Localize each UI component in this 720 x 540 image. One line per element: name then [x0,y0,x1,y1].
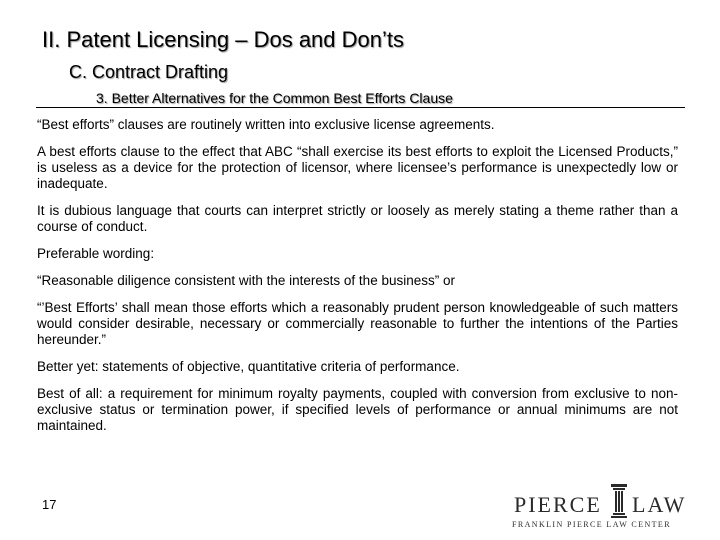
body-paragraph: “’Best Efforts’ shall mean those efforts which a reasonably prudent person knowledgeable of such matters would consider desirable, necessary or commercially reasonable to further the intentions of the Parties hereunder.” [37,300,678,347]
body-paragraph: Preferable wording: [37,246,155,261]
logo-word-left: PIERCE [514,492,602,517]
body-paragraph: A best efforts clause to the effect that ABC “shall exercise its best efforts to exploit the Licensed Products,” is useless as a device for the protection of licensor, where licensee’s performance is unexpectedly low or inadequate. [37,144,678,191]
body-paragraph: It is dubious language that courts can interpret strictly or loosely as merely stating a theme rather than a course of conduct. [37,203,678,234]
heading-divider [36,107,685,108]
logo-word-right: LAW [632,492,687,517]
subsection-heading: 3. Better Alternatives for the Common Best Efforts Clause [96,90,453,106]
slide-title: II. Patent Licensing – Dos and Don’ts [42,27,404,52]
pierce-law-logo [510,484,685,532]
body-paragraph: “Best efforts” clauses are routinely written into exclusive license agreements. [37,117,495,132]
body-paragraph: Best of all: a requirement for minimum royalty payments, coupled with conversion from exclusive to non-exclusive status or termination power, if specified levels of performance or annual minimums are not maintained. [37,386,678,433]
logo-subtitle: FRANKLIN PIERCE LAW CENTER [512,520,671,529]
body-paragraph: “Reasonable diligence consistent with the interests of the business” or [37,273,455,288]
page-number: 17 [42,497,57,512]
body-paragraph: Better yet: statements of objective, quantitative criteria of performance. [37,359,460,374]
slide-body [37,117,678,445]
pillar-icon [611,484,627,518]
section-heading: C. Contract Drafting [69,62,229,82]
